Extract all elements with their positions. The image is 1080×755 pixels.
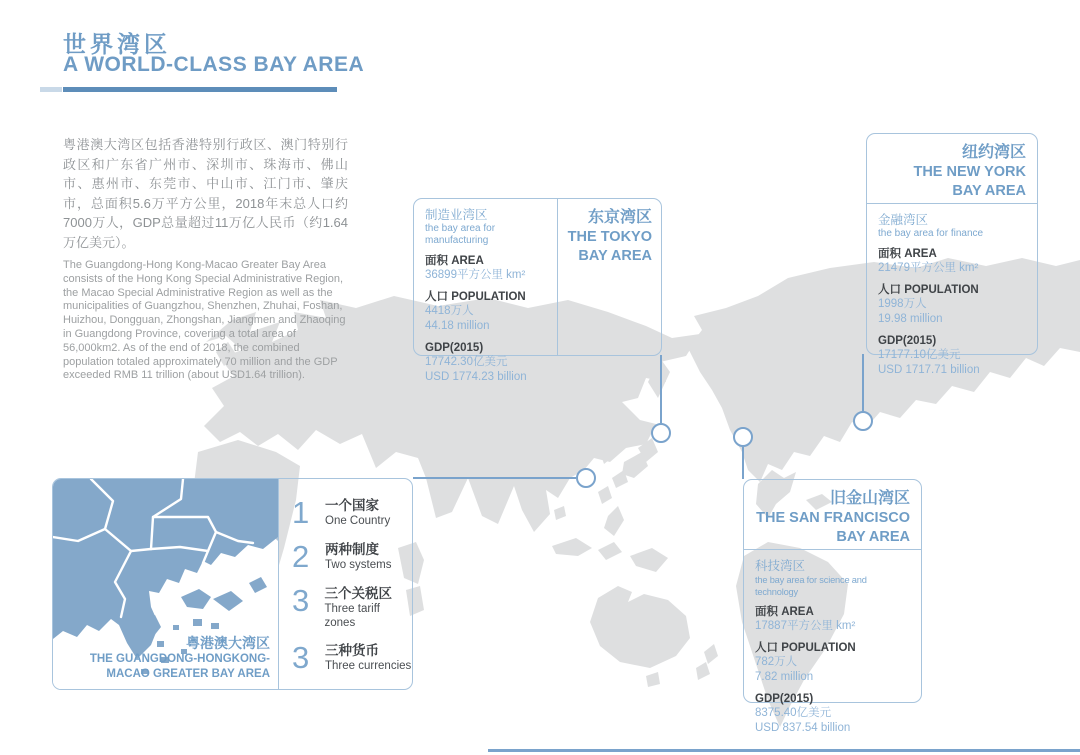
tokyo-bay-box xyxy=(413,198,662,383)
new-zealand-shape xyxy=(696,662,710,680)
san-francisco-gdp-en: USD 837.54 billion xyxy=(755,722,851,734)
bottom-partial-rule xyxy=(488,749,1080,752)
principle-zh: 三个关税区 xyxy=(324,586,393,601)
gba-principles-list xyxy=(278,479,412,689)
gba-map-cell xyxy=(53,479,278,689)
new-york-gdp-en: USD 1717.71 billion xyxy=(878,364,980,376)
principle-en: One Country xyxy=(325,515,391,527)
page-title-zh: 世界湾区 xyxy=(63,31,171,57)
map-marker-new-york-icon xyxy=(853,411,873,431)
new-york-bay-box xyxy=(866,133,1038,376)
new-york-name-en1: THE NEW YORK xyxy=(913,164,1026,180)
title-underline-dark xyxy=(63,87,337,92)
tokyo-name-en2: BAY AREA xyxy=(578,248,652,264)
new-york-category-zh: 金融湾区 xyxy=(878,213,929,227)
san-francisco-bay-box xyxy=(743,479,922,734)
gdp-label: GDP(2015) xyxy=(878,335,937,347)
san-francisco-name-en1: THE SAN FRANCISCO xyxy=(756,510,910,526)
indonesia-shape xyxy=(552,538,592,556)
map-marker-tokyo-icon xyxy=(651,423,671,443)
australia-shape xyxy=(590,586,690,668)
san-francisco-name-en2: BAY AREA xyxy=(836,529,910,545)
gdp-label: GDP(2015) xyxy=(755,693,814,705)
san-francisco-stats xyxy=(744,550,921,742)
principle-number: 3 xyxy=(292,640,310,675)
intro-paragraph-en: The Guangdong-Hong Kong-Macao Greater Bay Area consists of the Hong Kong Special Administrative Region, the Macao Special Administrative Region as well as the municipalities of Guangzhou, Shenzhen, Zhuhai, Foshan, Huizhou, Dongguan, Zhongshan, Jiangmen and Zhaoqing in Guangdong Province, covering a total area of 56,000km2. As of the end of 2018, the combined population totaled approximately 70 million and the GDP exceeded RMB 11 trillion (about USD1.64 trillion). xyxy=(63,259,346,382)
area-label: 面积 AREA xyxy=(878,248,937,260)
tokyo-gdp-en: USD 1774.23 billion xyxy=(425,371,527,383)
gba-name-zh: 粤港澳大湾区 xyxy=(186,635,270,651)
new-zealand-shape xyxy=(704,644,718,664)
connector-line-san-francisco xyxy=(742,447,744,479)
tokyo-name-en1: THE TOKYO xyxy=(567,229,652,245)
tokyo-area-value: 36899平方公里 km² xyxy=(425,269,526,281)
san-francisco-name-zh: 旧金山湾区 xyxy=(829,490,910,507)
principle-zh: 三种货币 xyxy=(325,643,379,658)
san-francisco-gdp-zh: 8375.40亿美元 xyxy=(755,707,832,719)
tokyo-stats xyxy=(414,199,557,383)
san-francisco-category-zh: 科技湾区 xyxy=(755,559,806,573)
map-marker-gba-icon xyxy=(576,468,596,488)
tokyo-pop-zh: 4418万人 xyxy=(425,305,474,317)
san-francisco-category-en: the bay area for science and technology xyxy=(755,575,867,597)
principle-en: Three currencies xyxy=(325,660,412,672)
tasmania-shape xyxy=(646,672,660,687)
map-marker-san-francisco-icon xyxy=(733,427,753,447)
principle-en: Two systems xyxy=(325,559,392,571)
principle-item xyxy=(292,540,412,573)
indonesia-shape xyxy=(598,542,622,560)
gba-title xyxy=(90,634,270,682)
principle-zh: 一个国家 xyxy=(325,498,379,513)
tokyo-name-cell xyxy=(557,199,661,355)
connector-line-tokyo xyxy=(660,355,662,423)
gba-name-en2: MACAO GREATER BAY AREA xyxy=(106,668,270,680)
area-label: 面积 AREA xyxy=(425,255,484,267)
population-label: 人口 POPULATION xyxy=(878,284,979,296)
tokyo-pop-en: 44.18 million xyxy=(425,320,490,332)
greater-bay-area-box xyxy=(52,478,413,690)
taiwan-shape xyxy=(598,486,612,504)
tokyo-gdp-zh: 17742.30亿美元 xyxy=(425,356,508,368)
new-york-pop-en: 19.98 million xyxy=(878,313,943,325)
san-francisco-name-cell xyxy=(744,480,921,550)
principle-item xyxy=(292,496,412,529)
new-guinea-shape xyxy=(630,548,668,572)
principle-zh: 两种制度 xyxy=(325,542,379,557)
new-york-stats xyxy=(867,204,1037,384)
gba-land xyxy=(53,479,278,659)
new-york-category-en: the bay area for finance xyxy=(878,228,984,239)
title-underline-light xyxy=(40,87,62,92)
intro-paragraph-zh: 粤港澳大湾区包括香港特别行政区、澳门特别行政区和广东省广州市、深圳市、珠海市、佛山市、惠州市、东莞市、中山市、江门市、肇庆市，总面积5.6万平方公里，2018年末总人口约7000万人，GDP总量超过11万亿人民币（约1.64万亿美元）。 xyxy=(63,137,348,250)
san-francisco-pop-zh: 782万人 xyxy=(755,656,798,668)
principle-number: 3 xyxy=(292,583,310,618)
connector-line-new-york xyxy=(862,354,864,411)
principle-en: Three tariff zones xyxy=(324,603,380,629)
san-francisco-area-value: 17887平方公里 km² xyxy=(755,620,856,632)
principle-item xyxy=(292,641,412,674)
gdp-label: GDP(2015) xyxy=(425,342,484,354)
population-label: 人口 POPULATION xyxy=(755,642,856,654)
population-label: 人口 POPULATION xyxy=(425,291,526,303)
gba-name-en1: THE GUANGDONG-HONGKONG- xyxy=(89,653,270,665)
new-york-name-zh: 纽约湾区 xyxy=(961,144,1026,161)
new-york-pop-zh: 1998万人 xyxy=(878,298,927,310)
hainan-shape xyxy=(554,506,566,520)
san-francisco-pop-en: 7.82 million xyxy=(755,671,814,683)
area-label: 面积 AREA xyxy=(755,606,814,618)
new-york-area-value: 21479平方公里 km² xyxy=(878,262,979,274)
new-york-name-en2: BAY AREA xyxy=(952,183,1026,199)
tokyo-name-zh: 东京湾区 xyxy=(587,209,652,226)
principle-item xyxy=(292,584,412,630)
tokyo-category-en: the bay area for manufacturing xyxy=(425,223,496,246)
connector-line-gba xyxy=(413,477,576,479)
page-title-en: A WORLD-CLASS BAY AREA xyxy=(63,53,365,76)
new-york-gdp-zh: 17177.10亿美元 xyxy=(878,349,961,361)
principle-number: 1 xyxy=(292,495,310,530)
principle-number: 2 xyxy=(292,539,310,574)
tokyo-category-zh: 制造业湾区 xyxy=(425,208,488,222)
new-york-name-cell xyxy=(867,134,1037,204)
philippines-shape xyxy=(604,506,624,536)
